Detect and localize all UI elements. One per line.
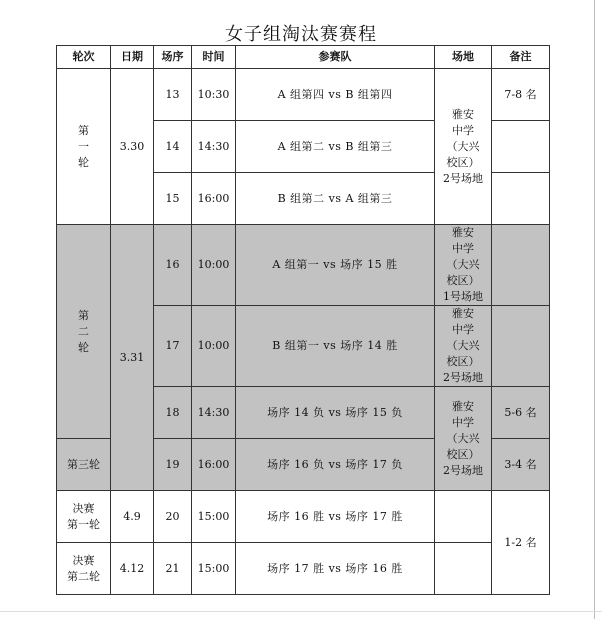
header-date: 日期 [111,46,154,69]
teams-cell: 场序 14 负 vs 场序 15 负 [236,387,435,439]
note-cell-4: 1-2 名 [492,491,550,595]
venue-cell-empty [435,491,492,543]
header-row [57,46,550,69]
time-cell: 16:00 [192,439,236,491]
time-cell: 16:00 [192,173,236,225]
header-note: 备注 [492,46,550,69]
teams-cell: A 组第一 vs 场序 15 胜 [236,225,435,306]
date-cell-1: 3.30 [111,69,154,225]
round-cell-final-2: 决赛 第二轮 [57,543,111,595]
note-cell-3: 3-4 名 [492,439,550,491]
venue-cell-3: 雅安 中学 （大兴 校区） 2号场地 [435,306,492,387]
round-cell-2: 第 二 轮 [57,225,111,439]
table-row [57,491,550,543]
header-match-no: 场序 [154,46,192,69]
time-cell: 15:00 [192,491,236,543]
venue-cell-4: 雅安 中学 （大兴 校区） 2号场地 [435,387,492,491]
header-round: 轮次 [57,46,111,69]
match-no-cell: 19 [154,439,192,491]
header-venue: 场地 [435,46,492,69]
header-time: 时间 [192,46,236,69]
round-cell-3: 第三轮 [57,439,111,491]
note-cell-empty [492,306,550,387]
time-cell: 10:30 [192,69,236,121]
time-cell: 14:30 [192,387,236,439]
match-no-cell: 17 [154,306,192,387]
teams-cell: A 组第二 vs B 组第三 [236,121,435,173]
note-cell-empty [492,173,550,225]
round-cell-final-1: 决赛 第一轮 [57,491,111,543]
date-cell-3: 4.9 [111,491,154,543]
time-cell: 10:00 [192,306,236,387]
teams-cell: A 组第四 vs B 组第四 [236,69,435,121]
time-cell: 15:00 [192,543,236,595]
schedule-table [56,45,550,595]
page-title: 女子组淘汰赛赛程 [225,24,377,45]
table-row [57,225,550,306]
note-cell-empty [492,225,550,306]
match-no-cell: 16 [154,225,192,306]
venue-cell-empty [435,543,492,595]
venue-cell-1: 雅安 中学 （大兴 校区） 2号场地 [435,69,492,225]
match-no-cell: 15 [154,173,192,225]
teams-cell: B 组第二 vs A 组第三 [236,173,435,225]
round-cell-1: 第 一 轮 [57,69,111,225]
teams-cell: 场序 16 负 vs 场序 17 负 [236,439,435,491]
match-no-cell: 21 [154,543,192,595]
match-no-cell: 20 [154,491,192,543]
note-cell-1: 7-8 名 [492,69,550,121]
note-cell-2: 5-6 名 [492,387,550,439]
header-teams: 参赛队 [236,46,435,69]
note-cell-empty [492,121,550,173]
teams-cell: 场序 17 胜 vs 场序 16 胜 [236,543,435,595]
teams-cell: B 组第一 vs 场序 14 胜 [236,306,435,387]
time-cell: 14:30 [192,121,236,173]
page-edge-right [594,0,595,619]
teams-cell: 场序 16 胜 vs 场序 17 胜 [236,491,435,543]
page-edge-bottom [0,611,602,612]
date-cell-2: 3.31 [111,225,154,491]
table-row [57,543,550,595]
match-no-cell: 13 [154,69,192,121]
venue-cell-2: 雅安 中学 （大兴 校区） 1号场地 [435,225,492,306]
table-row [57,69,550,121]
time-cell: 10:00 [192,225,236,306]
match-no-cell: 18 [154,387,192,439]
date-cell-4: 4.12 [111,543,154,595]
match-no-cell: 14 [154,121,192,173]
